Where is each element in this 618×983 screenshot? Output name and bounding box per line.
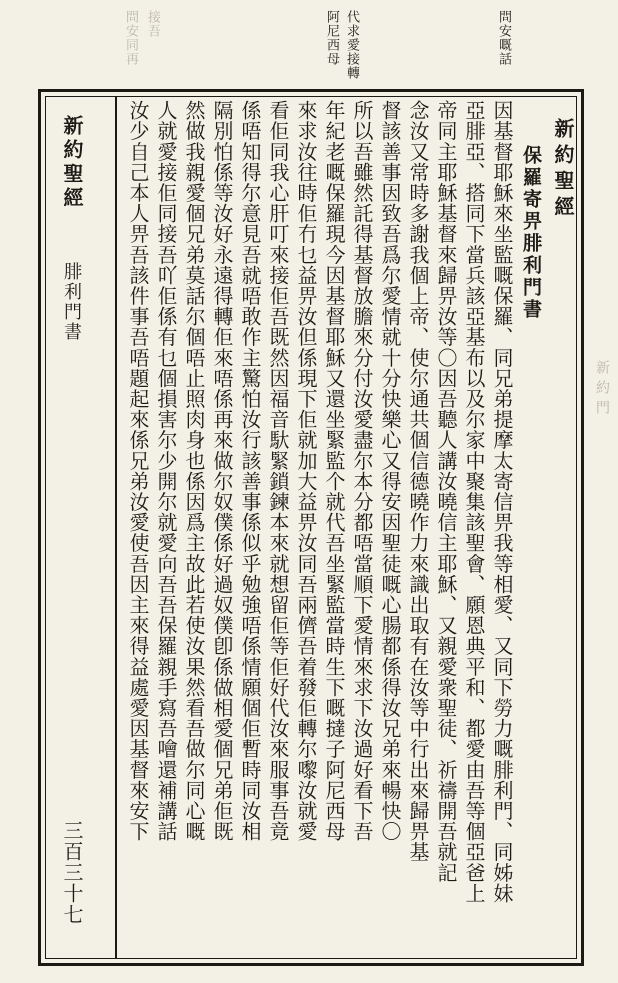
text-column: 係唔知得尔意見吾就唔敢作主驚怕汝行該善事係似乎勉強唔係情願個佢暫時同汝相 xyxy=(238,100,262,842)
header-note-mid-2: 阿尼西母 xyxy=(324,10,339,66)
right-margin-bleed: 新約門 xyxy=(594,360,610,420)
chapter-title: 保羅寄畀腓利門書 xyxy=(520,145,542,321)
header-bleed-left-2: 問安同再 xyxy=(123,10,138,66)
text-column: 汝少自己本人畀吾該件事吾唔題起來係兄弟汝愛使吾因主來得益處愛因基督來安下 xyxy=(126,100,150,842)
text-column: 看佢同我心肝叮來接佢吾既然因福音馱緊鎖鍊本來就想留佢等佢好代汝來服事吾竟 xyxy=(266,100,290,842)
text-column: 來求汝往時佢冇乜益畀汝但係現下佢就加大益畀汝同吾兩儕吾着發佢轉尔嚟汝就愛 xyxy=(294,100,318,842)
text-column: 念汝又常時多謝我個上帝、使尔通共個信德曉作力來識出取有在汝等中行出來歸畀基 xyxy=(406,100,430,863)
text-column: 所以吾雖然託得基督放膽來分付汝愛盡尔本分都唔當順下愛情來求下汝過好看下吾 xyxy=(350,100,374,842)
text-column: 督該善事因致吾爲尔愛情就十分快樂心又得安因聖徒嘅心腸都係得汝兄弟來暢快〇 xyxy=(378,100,402,842)
running-subtitle: 腓利門書 xyxy=(61,262,82,342)
book-title: 新約聖經 xyxy=(551,118,575,222)
text-column: 然做我親愛個兄弟莫話尔個唔止照肉身也係因爲主故此若使汝果然看吾做尔同心嘅 xyxy=(182,100,206,842)
text-columns xyxy=(121,100,546,954)
text-column: 因基督耶穌來坐監嘅保羅、同兄弟提摩太寄信畀我等相愛、又同下勞力嘅腓利門、同姊妹 xyxy=(490,100,514,904)
text-column: 帝同主耶穌基督來歸畀汝等〇因吾聽人講汝曉信主耶穌、又親愛衆聖徒、祈禱開吾就記 xyxy=(434,100,458,883)
running-head: 新約聖經 xyxy=(60,115,84,211)
page-gutter-divider xyxy=(115,97,117,958)
text-column: 人就愛接佢同接吾吖佢係有乜個損害尔少開尔就愛向吾吾保羅親手寫吾噲還補講話 xyxy=(154,100,178,842)
page-number: 三百三十七 xyxy=(60,820,84,925)
text-column: 年紀老嘅保羅現今因基督耶穌又還坐緊監个就代吾坐緊監當時生下嘅撻子阿尼西母 xyxy=(322,100,346,842)
text-column: 亞腓亞、搭同下當兵該亞基布以及尔家中聚集該聖會、願恩典平和、都愛由吾等個亞爸上 xyxy=(462,100,486,904)
header-bleed-left-1: 接吾 xyxy=(145,10,160,38)
header-note-right: 問安嘅話 xyxy=(496,10,511,66)
text-column: 隔別怕係等汝好永遠得轉佢來唔係再來做尔奴僕係好過奴僕卽係做相愛個兄弟佢既 xyxy=(210,100,234,842)
header-note-mid-1: 代求愛接轉 xyxy=(344,10,359,80)
